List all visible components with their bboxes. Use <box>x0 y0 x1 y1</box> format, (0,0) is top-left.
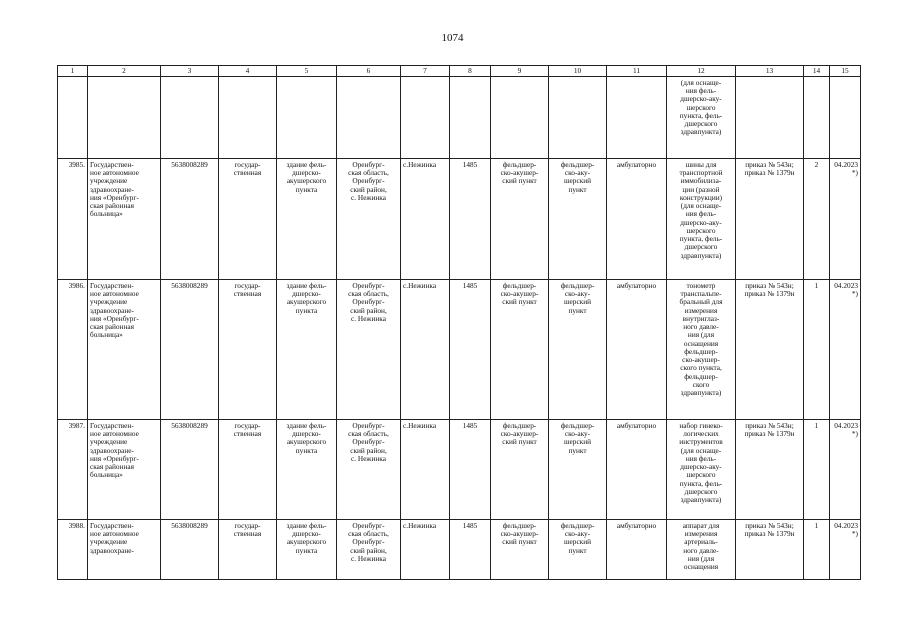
column-header: 4 <box>219 66 277 77</box>
cell-empty <box>401 77 450 159</box>
cell-period: 04.2023*) <box>830 159 861 280</box>
cell-equipment: (для оснаще- ния фель- дшерско-аку- шерского пункта, фель- дшерского здравпункта) <box>667 77 736 159</box>
cell-quantity: 1 <box>804 520 830 580</box>
cell-unit-type-2: фельдшер- ско-аку- шерский пункт <box>549 420 607 520</box>
cell-order: приказ № 543н; приказ № 1379н <box>736 420 804 520</box>
cell-locality: с.Нежинка <box>401 420 450 520</box>
table-row <box>58 420 861 520</box>
column-header: 14 <box>804 66 830 77</box>
cell-ownership: государ- ственная <box>219 280 277 420</box>
cell-ownership: государ- ственная <box>219 159 277 280</box>
cell-empty <box>607 77 667 159</box>
cell-quantity: 1 <box>804 420 830 520</box>
column-header: 1 <box>58 66 88 77</box>
column-header: 10 <box>549 66 607 77</box>
column-header: 13 <box>736 66 804 77</box>
cell-unit-type: фельдшер- ско-акушер- ский пункт <box>491 159 549 280</box>
cell-quantity: 1 <box>804 280 830 420</box>
cell-building: здание фель- дшерско- акушерского пункта <box>277 420 337 520</box>
page-number: 1074 <box>441 32 464 44</box>
cell-unit-type: фельдшер- ско-акушер- ский пункт <box>491 280 549 420</box>
cell-unit-type: фельдшер- ско-акушер- ский пункт <box>491 520 549 580</box>
cell-care-form: амбулаторно <box>607 159 667 280</box>
cell-order: приказ № 543н; приказ № 1379н <box>736 520 804 580</box>
cell-ownership: государ- ственная <box>219 520 277 580</box>
cell-empty <box>161 77 219 159</box>
cell-organization: Государствен- ное автономное учреждение здравоохране- ния «Оренбург- ская районная больница» <box>88 420 161 520</box>
cell-empty <box>450 77 491 159</box>
cell-order: приказ № 543н; приказ № 1379н <box>736 280 804 420</box>
column-header: 6 <box>337 66 401 77</box>
cell-empty <box>219 77 277 159</box>
cell-address: Оренбург- ская область, Оренбург- ский район, с. Нежинка <box>337 520 401 580</box>
registry-table <box>57 65 861 580</box>
cell-building: здание фель- дшерско- акушерского пункта <box>277 159 337 280</box>
cell-order: приказ № 543н; приказ № 1379н <box>736 159 804 280</box>
cell-period: 04.2023*) <box>830 420 861 520</box>
cell-organization: Государствен- ное автономное учреждение здравоохране- <box>88 520 161 580</box>
cell-equipment: аппарат для измерения артериаль- ного давле- ния (для оснащения <box>667 520 736 580</box>
cell-empty <box>88 77 161 159</box>
cell-row-number: 3988. <box>58 520 88 580</box>
cell-organization: Государствен- ное автономное учреждение здравоохране- ния «Оренбург- ская районная больница» <box>88 159 161 280</box>
column-header: 3 <box>161 66 219 77</box>
cell-locality: с.Нежинка <box>401 520 450 580</box>
cell-period: 04.2023*) <box>830 520 861 580</box>
cell-address: Оренбург- ская область, Оренбург- ский район, с. Нежинка <box>337 280 401 420</box>
header-row <box>58 66 861 77</box>
column-header: 11 <box>607 66 667 77</box>
cell-population: 1485 <box>450 420 491 520</box>
cell-unit-type-2: фельдшер- ско-аку- шерский пункт <box>549 280 607 420</box>
cell-locality: с.Нежинка <box>401 280 450 420</box>
cell-row-number: 3986. <box>58 280 88 420</box>
table-row <box>58 159 861 280</box>
table-row <box>58 520 861 580</box>
cell-unit-type-2: фельдшер- ско-аку- шерский пункт <box>549 159 607 280</box>
cell-care-form: амбулаторно <box>607 520 667 580</box>
cell-address: Оренбург- ская область, Оренбург- ский район, с. Нежинка <box>337 420 401 520</box>
cell-address: Оренбург- ская область, Оренбург- ский район, с. Нежинка <box>337 159 401 280</box>
cell-equipment: набор гинеко- логических инструментов (для оснаще- ния фель- дшерско-аку- шерского пункта, фель- дшерского здравпункта) <box>667 420 736 520</box>
cell-row-number: 3985. <box>58 159 88 280</box>
column-header: 9 <box>491 66 549 77</box>
cell-equipment: тонометр транспальпе- бральный для измерения внутриглаз- ного давле- ния (для оснащения фельдшер- ско-акушер- ского пункта, фельдшер- ского здравпункта) <box>667 280 736 420</box>
column-header: 12 <box>667 66 736 77</box>
cell-population: 1485 <box>450 280 491 420</box>
cell-quantity: 2 <box>804 159 830 280</box>
cell-period: 04.2023*) <box>830 280 861 420</box>
cell-organization: Государствен- ное автономное учреждение здравоохране- ния «Оренбург- ская районная больница» <box>88 280 161 420</box>
continuation-row <box>58 77 861 159</box>
column-header: 7 <box>401 66 450 77</box>
cell-population: 1485 <box>450 159 491 280</box>
column-header: 2 <box>88 66 161 77</box>
cell-building: здание фель- дшерско- акушерского пункта <box>277 280 337 420</box>
cell-empty <box>277 77 337 159</box>
cell-building: здание фель- дшерско- акушерского пункта <box>277 520 337 580</box>
column-header: 5 <box>277 66 337 77</box>
cell-inn: 5638008289 <box>161 420 219 520</box>
cell-inn: 5638008289 <box>161 159 219 280</box>
cell-empty <box>58 77 88 159</box>
cell-population: 1485 <box>450 520 491 580</box>
cell-unit-type-2: фельдшер- ско-аку- шерский пункт <box>549 520 607 580</box>
cell-empty <box>337 77 401 159</box>
column-header: 15 <box>830 66 861 77</box>
cell-ownership: государ- ственная <box>219 420 277 520</box>
cell-inn: 5638008289 <box>161 520 219 580</box>
cell-locality: с.Нежинка <box>401 159 450 280</box>
cell-empty <box>549 77 607 159</box>
cell-equipment: шины для транспортной иммобилиза- ции (разной конструкции) (для оснаще- ния фель- дшерско-аку- шерского пункта, фель- дшерского здравпункта) <box>667 159 736 280</box>
cell-inn: 5638008289 <box>161 280 219 420</box>
table-row <box>58 280 861 420</box>
cell-empty <box>491 77 549 159</box>
cell-row-number: 3987. <box>58 420 88 520</box>
cell-care-form: амбулаторно <box>607 280 667 420</box>
column-header: 8 <box>450 66 491 77</box>
cell-care-form: амбулаторно <box>607 420 667 520</box>
cell-empty <box>830 77 861 159</box>
cell-empty <box>804 77 830 159</box>
cell-empty <box>736 77 804 159</box>
cell-unit-type: фельдшер- ско-акушер- ский пункт <box>491 420 549 520</box>
